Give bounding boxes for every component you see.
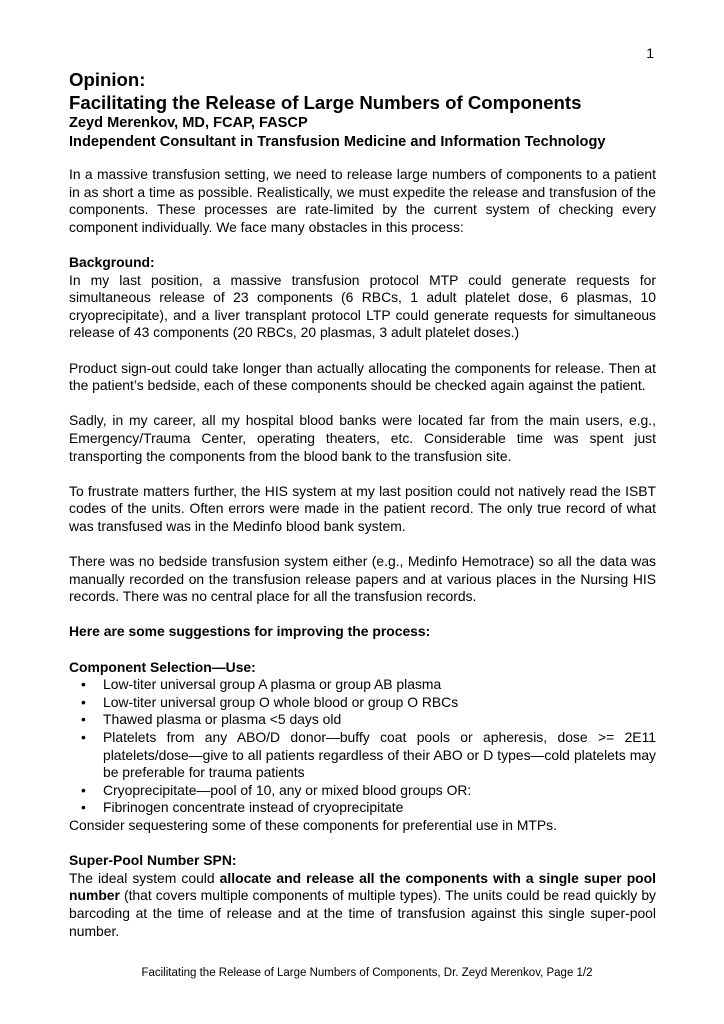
component-selection-list xyxy=(69,676,656,817)
super-pool-emphasis: allocate and release all the components with a single super pool number xyxy=(69,869,657,904)
background-paragraph: To frustrate matters further, the HIS system at my last position could not natively read the ISBT codes of the units. Often errors were made in the patient record. The only true record of what was transfused was in the Medinfo blood bank system. xyxy=(69,482,656,534)
author-name: Zeyd Merenkov, MD, FCAP, FASCP xyxy=(69,115,308,131)
super-pool-text: (that covers multiple components of multiple types). The units could be read quickly by barcoding at the time of release and at the time of transfusion against this single super-pool number. xyxy=(69,887,656,939)
background-paragraph: In my last position, a massive transfusion protocol MTP could generate requests for simultaneous release of 23 components (6 RBCs, 1 adult platelet dose, 6 plasmas, 10 cryoprecipitate), and a liver transplant protocol LTP could generate requests for simultaneous release of 43 components (20 RBCs, 20 plasmas, 3 adult platelet doses.) xyxy=(69,271,656,341)
background-paragraph: Sadly, in my career, all my hospital blood banks were located far from the main users, e.g., Emergency/Trauma Center, operating theaters, etc. Considerable time was spent just transporting the components from the blood bank to the transfusion site. xyxy=(69,412,656,464)
background-heading: Background: xyxy=(69,253,155,270)
component-selection-heading: Component Selection—Use: xyxy=(69,658,256,675)
list-item: • Low-titer universal group A plasma or group AB plasma xyxy=(103,676,656,694)
background-paragraph: There was no bedside transfusion system either (e.g., Medinfo Hemotrace) so all the data was manually recorded on the transfusion release papers and at various places in the Nursing HIS records. There was no central place for all the transfusion records. xyxy=(69,553,656,605)
list-item: • Thawed plasma or plasma <5 days old xyxy=(103,711,656,729)
document-title: Facilitating the Release of Large Numbers of Components xyxy=(69,92,582,113)
list-item: • Cryoprecipitate—pool of 10, any or mixed blood groups OR: xyxy=(103,782,656,800)
list-item: • Platelets from any ABO/D donor—buffy coat pools or apheresis, dose >= 2E11 platelets/dose—give to all patients regardless of their ABO or D types—cold platelets may be preferable for trauma patients xyxy=(103,729,656,782)
list-item: • Fibrinogen concentrate instead of cryoprecipitate xyxy=(103,799,656,817)
page-number: 1 xyxy=(646,45,654,61)
super-pool-text: The ideal system could xyxy=(69,869,220,886)
component-selection-note: Consider sequestering some of these components for preferential use in MTPs. xyxy=(69,816,557,833)
document-body xyxy=(69,68,656,940)
author-affiliation: Independent Consultant in Transfusion Medicine and Information Technology xyxy=(69,134,606,150)
document-label: Opinion: xyxy=(69,69,146,90)
super-pool-heading: Super-Pool Number SPN: xyxy=(69,852,237,869)
suggestions-heading: Here are some suggestions for improving the process: xyxy=(69,623,431,640)
page-footer: Facilitating the Release of Large Numbers of Components, Dr. Zeyd Merenkov, Page 1/2 xyxy=(141,967,593,979)
super-pool-paragraph xyxy=(69,870,656,940)
background-paragraph: Product sign-out could take longer than actually allocating the components for release. Then at the patient’s bedside, each of these components should be checked again against the patient. xyxy=(69,359,656,394)
list-item: • Low-titer universal group O whole blood or group O RBCs xyxy=(103,694,656,712)
intro-paragraph: In a massive transfusion setting, we need to release large numbers of components to a patient in as short a time as possible. Realistically, we must expedite the release and transfusion of the components. These processes are rate-limited by the current system of checking every component individually. We face many obstacles in this process: xyxy=(69,166,656,235)
